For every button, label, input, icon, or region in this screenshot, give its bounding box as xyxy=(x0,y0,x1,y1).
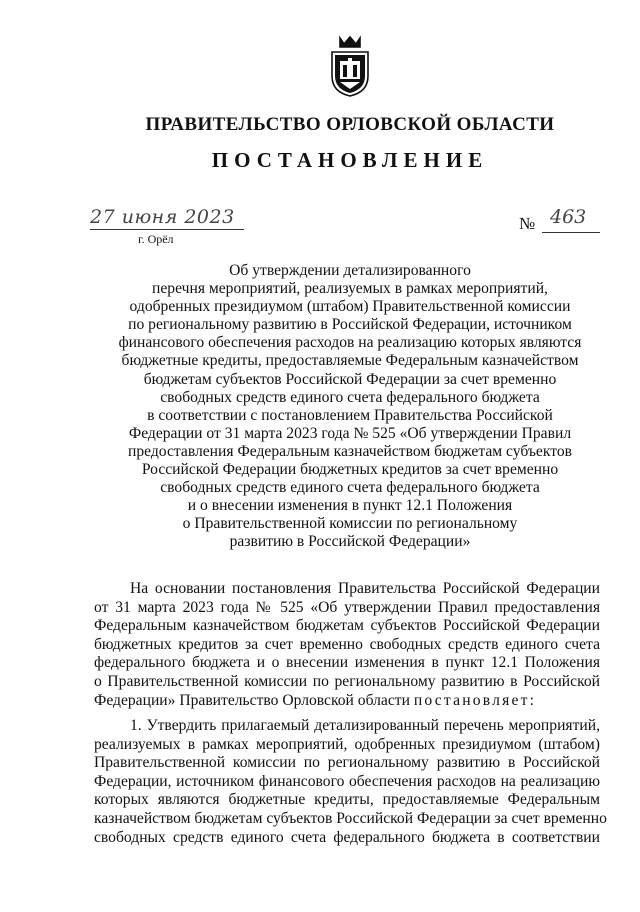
resolution-word: постановляет: xyxy=(413,691,537,709)
paragraph-text: Федерации» Правительство Орловской области xyxy=(94,691,414,709)
title-line: одобренных президиумом (штабом) Правительственной комиссии xyxy=(129,298,571,316)
paragraph-line: о Правительственной комиссии по региональному развитию в Российской xyxy=(94,672,600,690)
paragraph-line: свободных средств единого счета федерального бюджета в соответствии xyxy=(94,828,600,846)
title-line: по региональному развитию в Российской Федерации, источником xyxy=(128,316,572,334)
preamble-paragraph xyxy=(94,580,600,710)
title-line: Об утверждении детализированного xyxy=(229,262,471,279)
title-line: о Правительственной комиссии по региональному xyxy=(182,515,518,533)
paragraph-line: казначейством бюджетам субъектов Российской Федерации за счет временно xyxy=(94,809,607,827)
title-line: свободных средств единого счета федерального бюджета xyxy=(160,388,540,406)
handwritten-number: 463 xyxy=(550,206,587,228)
coat-of-arms-icon xyxy=(326,34,374,98)
title-line: финансового обеспечения расходов на реализацию которых являются xyxy=(118,334,582,352)
paragraph-line: Федеральным казначейством бюджетам субъектов Российской Федерации xyxy=(94,617,600,635)
title-line: в соответствии с постановлением Правительства Российской xyxy=(147,406,553,424)
title-line: бюджетам субъектов Российской Федерации за счет временно xyxy=(143,370,557,388)
paragraph-line: Правительственной комиссии по региональному развитию в Российской xyxy=(94,754,600,772)
document-title xyxy=(60,262,640,552)
paragraph-line: 1. Утвердить прилагаемый детализированный перечень мероприятий, xyxy=(130,717,600,734)
clause-1-paragraph xyxy=(94,717,607,847)
paragraph-line: которых являются бюджетные кредиты, предоставляемые Федеральным xyxy=(94,791,600,809)
title-line: перечня мероприятий, реализуемых в рамках мероприятий, xyxy=(152,280,548,298)
paragraph-line: На основании постановления Правительства Российской Федерации xyxy=(130,580,600,597)
title-line: свободных средств единого счета федерального бюджета xyxy=(160,479,540,497)
city-label: г. Орёл xyxy=(138,232,174,246)
paragraph-line: реализуемых в рамках мероприятий, одобренных президиумом (штабом) xyxy=(94,735,600,753)
title-line: Российской Федерации бюджетных кредитов за счет временно xyxy=(141,461,559,479)
title-line: предоставления Федеральным казначейством бюджетам субъектов xyxy=(128,442,572,460)
title-line: бюджетные кредиты, предоставляемые Федеральным казначейством xyxy=(121,352,579,370)
number-underline xyxy=(542,232,600,233)
document-type: ПОСТАНОВЛЕНИЕ xyxy=(211,148,489,172)
title-line: Федерации от 31 марта 2023 года № 525 «Об утверждении Правил xyxy=(128,424,572,442)
paragraph-line: бюджетных кредитов за счет временно свободных средств единого счета xyxy=(94,635,600,653)
paragraph-line: Федерации, источником финансового обеспечения расходов на реализацию xyxy=(94,772,600,790)
title-line: развитию в Российской Федерации» xyxy=(229,533,471,551)
paragraph-line: федерального бюджета и о внесении изменения в пункт 12.1 Положения xyxy=(94,654,600,672)
paragraph-line: от 31 марта 2023 года № 525 «Об утверждении Правил предоставления xyxy=(94,598,600,616)
paragraph-line xyxy=(94,692,600,711)
title-line: и о внесении изменения в пункт 12.1 Положения xyxy=(187,497,513,515)
organization-name: ПРАВИТЕЛЬСТВО ОРЛОВСКОЙ ОБЛАСТИ xyxy=(145,114,555,135)
number-label: № xyxy=(519,214,536,233)
date-underline xyxy=(90,229,244,230)
handwritten-date: 27 июня 2023 xyxy=(90,206,235,228)
